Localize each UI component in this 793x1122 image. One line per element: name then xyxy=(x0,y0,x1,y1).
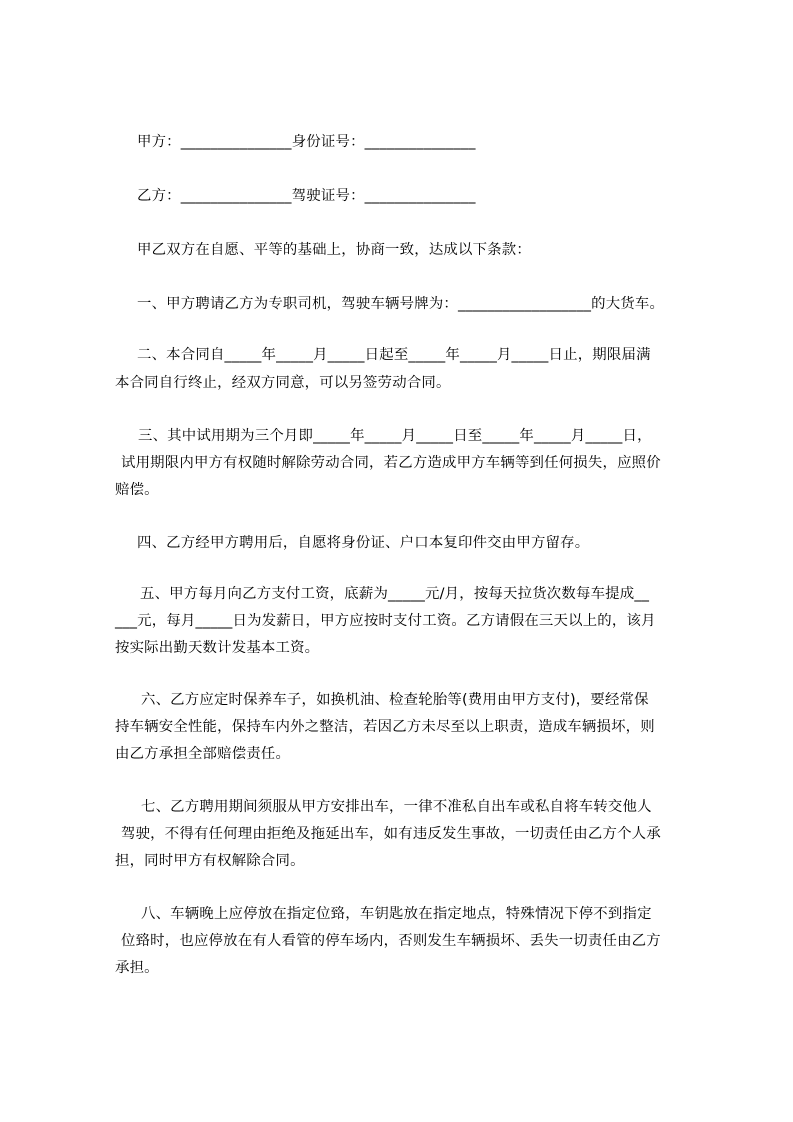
clause-7-line-1: 七、乙方聘用期间须服从甲方安排出车，一律不准私自出车或私自将车转交他人 xyxy=(141,799,652,815)
clause-2-line-2: 本合同自行终止，经双方同意，可以另签劳动合同。 xyxy=(115,375,451,391)
party-b-line: 乙方：_______________驾驶证号：_______________ xyxy=(137,188,476,204)
clause-7-line-2: 驾驶，不得有任何理由拒绝及拖延出车，如有违反发生事故，一切责任由乙方个人承 xyxy=(121,826,661,842)
clause-8-line-1: 八、车辆晚上应停放在指定位臵，车钥匙放在指定地点，特殊情况下停不到指定 xyxy=(141,906,652,922)
clause-4: 四、乙方经甲方聘用后，自愿将身份证、户口本复印件交由甲方留存。 xyxy=(137,535,590,551)
clause-3-line-1: 三、其中试用期为三个月即_____年_____月_____日至_____年_____月_____日， xyxy=(138,428,652,444)
clause-5-line-3: 按实际出勤天数计发基本工资。 xyxy=(115,640,320,656)
clause-2-line-1: 二、本合同自_____年_____月_____日起至_____年_____月_____日止，期限届满 xyxy=(137,347,651,363)
clause-5-line-1: 五、甲方每月向乙方支付工资，底薪为_____元/月，按每天拉货次数每车提成__ xyxy=(140,586,650,602)
clause-8-line-3: 承担。 xyxy=(115,960,159,976)
clause-3-line-2: 试用期限内甲方有权随时解除劳动合同，若乙方造成甲方车辆等到任何损失，应照价 xyxy=(121,455,661,471)
clause-6-line-2: 持车辆安全性能，保持车内外之整洁，若因乙方未尽至以上职责，造成车辆损坏，则 xyxy=(115,719,655,735)
party-a-line: 甲方：_______________身份证号：_______________ xyxy=(137,134,476,150)
clause-5-line-2: ___元，每月_____日为发薪日，甲方应按时支付工资。乙方请假在三天以上的，该月 xyxy=(115,613,656,629)
clause-3-line-3: 赔偿。 xyxy=(115,482,159,498)
clause-8-line-2: 位臵时，也应停放在有人看管的停车场内，否则发生车辆损坏、丢失一切责任由乙方 xyxy=(121,933,661,949)
intro-paragraph: 甲乙双方在自愿、平等的基础上，协商一致，达成以下条款： xyxy=(137,242,531,258)
clause-6-line-3: 由乙方承担全部赔偿责任。 xyxy=(115,746,291,762)
clause-6-line-1: 六、乙方应定时保养车子，如换机油、检查轮胎等(费用由甲方支付)，要经常保 xyxy=(141,692,649,708)
clause-1: 一、甲方聘请乙方为专职司机，驾驶车辆号牌为：__________________的大货车。 xyxy=(137,296,665,312)
clause-7-line-3: 担，同时甲方有权解除合同。 xyxy=(115,853,305,869)
